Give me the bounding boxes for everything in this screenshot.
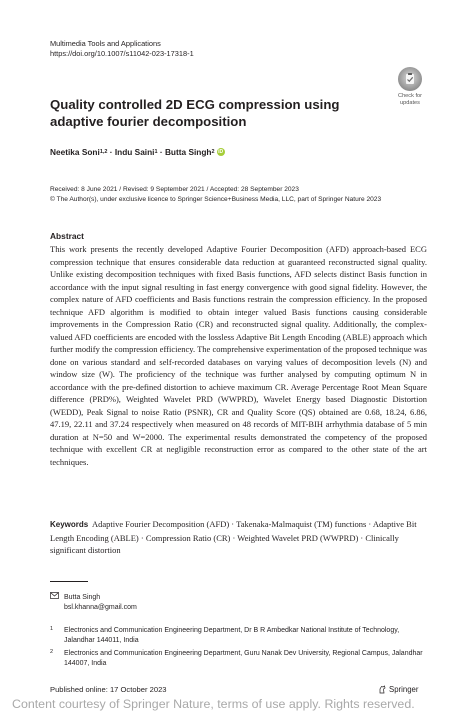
affiliation-text: Electronics and Communication Engineering Department, Guru Nanak Dev University, Regional Campus, Jalandhar 144007, India [64, 650, 423, 667]
footnote-divider [50, 581, 88, 582]
journal-header [50, 39, 194, 59]
affiliation-item [50, 626, 430, 646]
badge-line2: updates [400, 99, 420, 106]
abstract-body [50, 243, 427, 468]
envelope-icon [50, 592, 64, 603]
doi-link[interactable]: https://doi.org/10.1007/s11042-023-17318-1 [50, 49, 194, 58]
author-affiliation-sup: 1 [154, 149, 158, 155]
affiliation-number: 2 [50, 649, 54, 655]
published-online: Published online: 17 October 2023 [50, 685, 167, 694]
article-dates [50, 185, 381, 204]
affiliation-item [50, 649, 430, 669]
author-name[interactable]: Indu Saini [114, 147, 155, 157]
orcid-icon[interactable]: iD [218, 149, 224, 155]
abstract-heading: Abstract [50, 231, 84, 241]
article-title: Quality controlled 2D ECG compression using adaptive fourier decomposition [50, 97, 340, 129]
history-dates: Received: 8 June 2021 / Revised: 9 September 2021 / Accepted: 28 September 2023 [50, 186, 299, 193]
publisher-name: Springer [389, 685, 419, 694]
refresh-icon [398, 67, 422, 91]
affiliation-text: Electronics and Communication Engineering Department, Dr B R Ambedkar National Institute of Technology, Jalandhar 144011, India [64, 627, 400, 644]
keywords-heading: Keywords [50, 520, 89, 529]
check-for-updates-badge[interactable] [392, 67, 428, 113]
badge-line1: Check for [398, 93, 422, 99]
springer-horse-icon [378, 685, 387, 694]
author-name[interactable]: Butta Singh [164, 147, 212, 157]
author-list [50, 147, 225, 157]
journal-name: Multimedia Tools and Applications [50, 39, 161, 48]
author-separator: · [107, 147, 115, 157]
corresponding-author [50, 592, 137, 613]
author-name[interactable]: Neetika Soni [50, 147, 100, 157]
contact-email[interactable]: bsl.khanna@gmail.com [64, 604, 137, 611]
copyright-line: © The Author(s), under exclusive licence to Springer Science+Business Media, LLC, part of Springer Nature 2023 [50, 195, 382, 203]
watermark-text: Content courtesy of Springer Nature, terms of use apply. Rights reserved. [12, 697, 415, 711]
abstract-text: This work presents the recently developed Adaptive Fourier Decomposition (AFD) approach-based ECG compression technique that ensures considerable data reduction at guaranteed reconstructed signal quality. Unlike existing decomposition techniques with fixed Basis functions, AFD selects distinct Basis function in accordance with the input signal resulting in fast energy convergence with good signal fidelity. However, the complex nature of AFD coefficients and Basis functions restrain the compression efficiency. In the proposed technique AFD algorithm is modified to obtain integer valued Basis functions causing considerable improvements in the Compression Ratio (CR) and reconstructed signal quality. Additionally, the complex-valued AFD coefficients are encoded with the lossless Adaptive Bit Length Encoding (ABLE) approach which further modify the compression efficiency. The comprehensive experimentation of the proposed technique was done on various standard and self-recorded databases on varying values of decomposition levels (N) and window size (W). The proficiency of the technique was further analysed by computing optimum N in accordance with the pre-defined distortion to achieve maximum CR. Average Percentage Root Mean Square difference (PRD%), Weighted Wavelet PRD (WWPRD), Wavelet Energy based Diagnostic Distortion (WEDD), Peak Signal to noise Ratio (PSNR), CR and Quality Score (QS) obtained are 0.68, 18.24, 6.86, 47.19, 22.11 and 37.24 respectively when measured on 48 records of MIT-BIH arrhythmia database of 5 min duration at N=50 and W=2000. The experimental results demonstrated the competency of the proposed technique with excellent CR at negligible reconstruction error as compared to the other state of the art techniques. [50, 244, 427, 467]
keywords-section [50, 518, 427, 557]
author-separator: · [157, 147, 165, 157]
contact-name: Butta Singh [64, 594, 101, 601]
affiliation-number: 1 [50, 626, 54, 632]
keywords-text: Adaptive Fourier Decomposition (AFD) · Takenaka-Malmaquist (TM) functions · Adaptive Bit Length Encoding (ABLE) · Compression Ratio (CR) · Weighted Wavelet PRD (WWPRD) · Clinically significant distortion [50, 519, 417, 555]
author-affiliation-sup: 2 [211, 149, 215, 155]
publisher-logo [378, 685, 418, 694]
author-affiliation-sup: 1,2 [99, 149, 108, 155]
